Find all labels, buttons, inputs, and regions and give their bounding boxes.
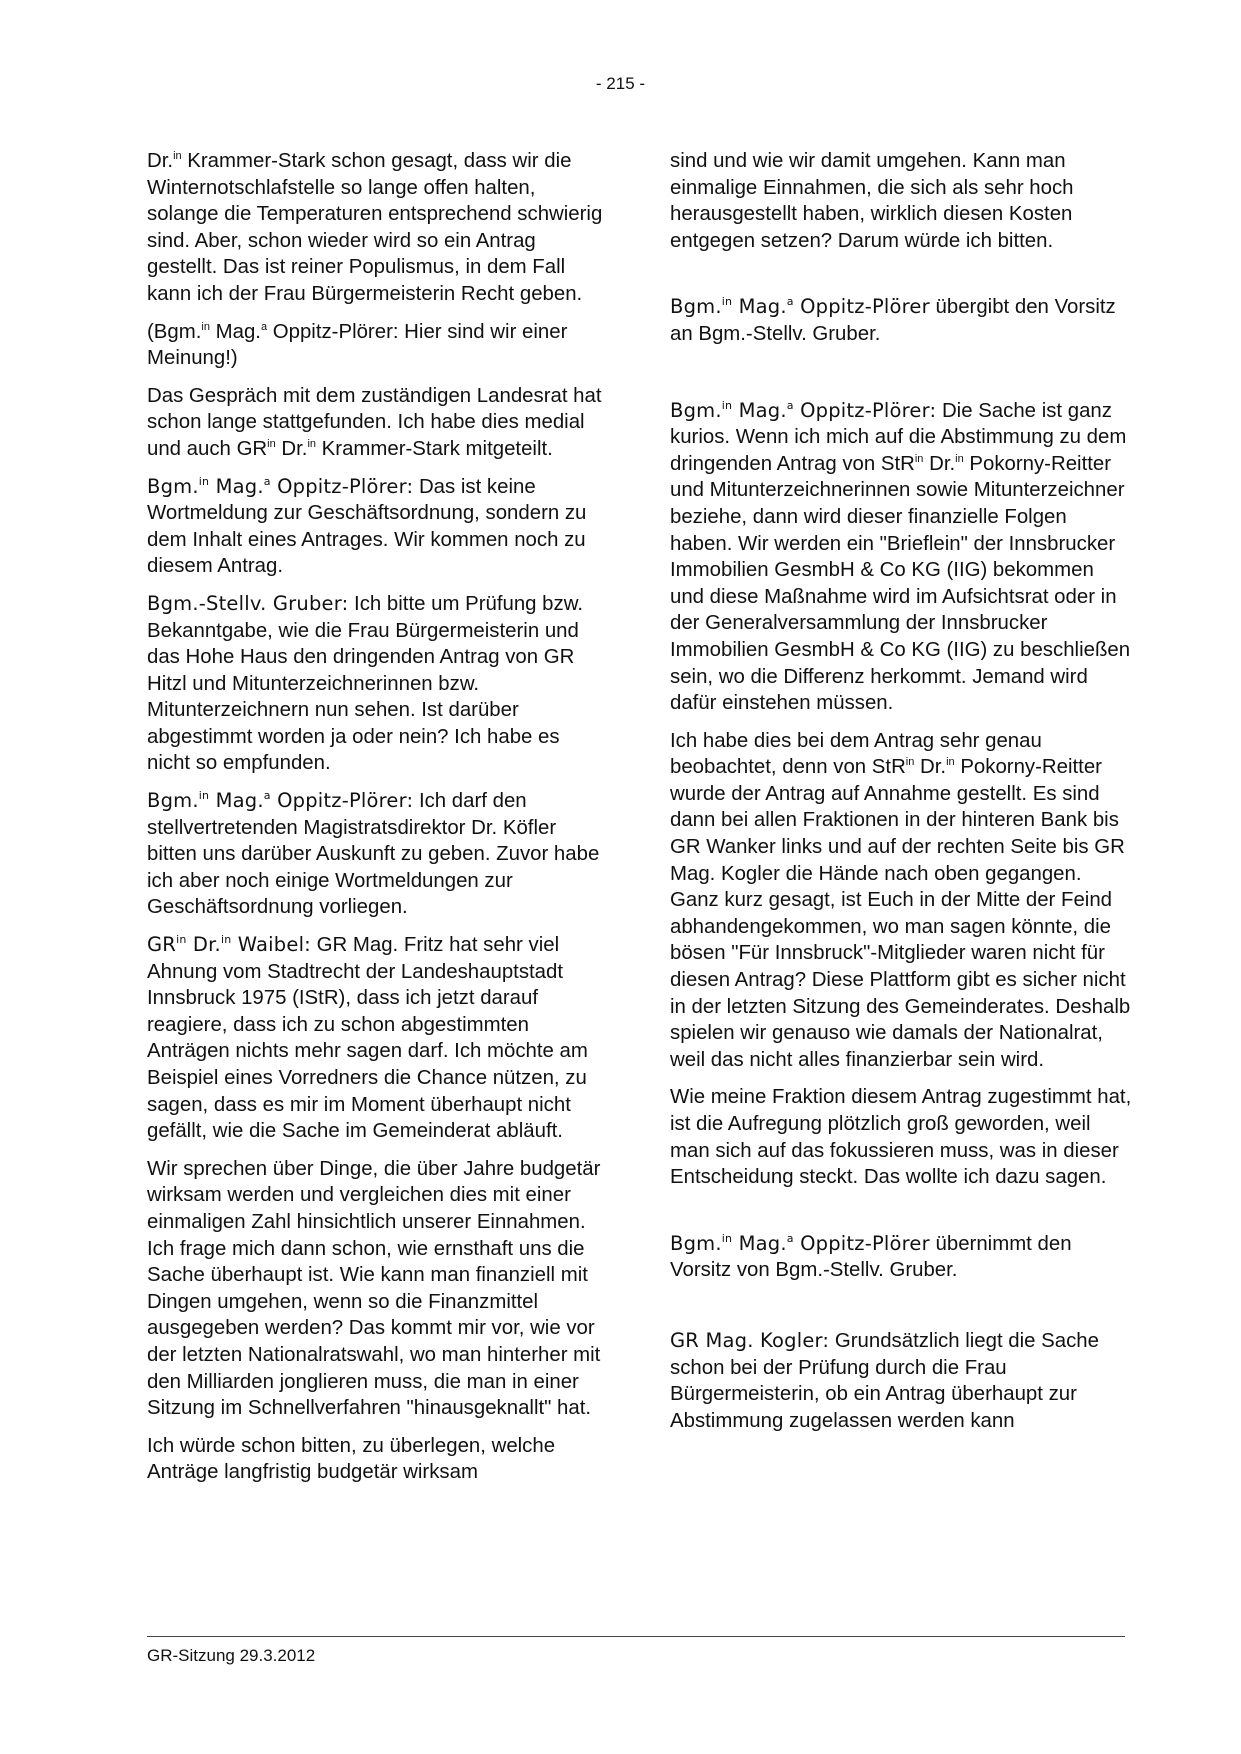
left-column — [147, 148, 607, 1497]
paragraph-l4 — [147, 474, 607, 580]
paragraph-text: übergibt den Vorsitz an Bgm.-Stellv. Gruber. — [670, 296, 1116, 345]
right-column — [670, 148, 1132, 1445]
speaker-name: Bgm.$^{in}$ Mag.$^a$ Oppitz-Plörer: — [670, 398, 937, 422]
paragraph-text: Ich würde schon bitten, zu überlegen, welche Anträge langfristig budgetär wirksam — [147, 1434, 556, 1484]
paragraph-text: Ich bitte um Prüfung bzw. Bekanntgabe, wie die Frau Bürgermeisterin und das Hohe Haus den dringenden Antrag von GR Hitzl und Mitunterzeichnerinnen bzw. Mitunterzeichnern nun sehen. Ist darüber abgestimmt worden ja oder nein? Ich habe es nicht so empfunden. — [147, 592, 583, 775]
paragraph-r1 — [670, 148, 1132, 254]
speaker-name: GR Mag. Kogler: — [670, 1328, 830, 1352]
paragraph-text: Das Gespräch mit dem zuständigen Landesrat hat schon lange stattgefunden. Ich habe dies medial und auch $GR^{in}$ Dr.$^{in}$ Krammer-Stark mitgeteilt. — [147, 384, 602, 460]
speaker-name: Bgm.$^{in}$ Mag.$^a$ Oppitz-Plörer: — [147, 789, 414, 813]
paragraph-r5 — [670, 1084, 1132, 1190]
paragraph-r6 — [670, 1231, 1132, 1284]
paragraph-text: Grundsätzlich liegt die Sache schon bei der Prüfung durch die Frau Bürgermeisterin, ob ein Antrag überhaupt zur Abstimmung zugelassen werden kann — [670, 1329, 1099, 1432]
footer-divider — [147, 1636, 1125, 1637]
paragraph-text: sind und wie wir damit umgehen. Kann man einmalige Einnahmen, die sich als sehr hoch herausgestellt haben, wirklich diesen Kosten entgegen setzen? Darum würde ich bitten. — [670, 150, 1074, 252]
paragraph-text: (Bgm.$^{in}$ Mag.$^a$ Oppitz-Plörer: Hier sind wir einer Meinung!) — [147, 320, 568, 370]
speaker-name: Bgm.$^{in}$ Mag.$^a$ Oppitz-Plörer: — [147, 474, 414, 498]
paragraph-r7 — [670, 1328, 1132, 1434]
footer-session-date: GR-Sitzung 29.3.2012 — [147, 1646, 316, 1665]
paragraph-l5 — [147, 591, 607, 777]
paragraph-text: Dr.$^{in}$ Krammer-Stark schon gesagt, dass wir die Winternotschlafstelle so lange offen halten, solange die Temperaturen entsprechend schwierig sind. Aber, schon wieder wird so ein Antrag gestellt. Das ist reiner Populismus, in dem Fall kann ich der Frau Bürgermeisterin Recht geben. — [147, 150, 603, 305]
paragraph-text: Das ist keine Wortmeldung zur Geschäftsordnung, sondern zu dem Inhalt eines Antrages. Wir kommen noch zu diesem Antrag. — [147, 475, 587, 578]
paragraph-text: Wie meine Fraktion diesem Antrag zugestimmt hat, ist die Aufregung plötzlich groß geworden, weil man sich auf das fokussieren muss, was in dieser Entscheidung steckt. Das wollte ich dazu sagen. — [670, 1086, 1132, 1189]
paragraph-l6 — [147, 788, 607, 921]
paragraph-r3 — [670, 398, 1132, 717]
speaker-name: Bgm.$^{in}$ Mag.$^a$ Oppitz-Plörer — [670, 295, 930, 319]
paragraph-l3 — [147, 383, 607, 463]
paragraph-r4 — [670, 728, 1132, 1074]
paragraph-l2 — [147, 319, 607, 372]
paragraph-text: Wir sprechen über Dinge, die über Jahre budgetär wirksam werden und vergleichen dies mit einer einmaligen Zahl hinsichtlich unserer Einnahmen. Ich frage mich dann schon, wie ernsthaft uns die Sache überhaupt ist. Wie kann man finanziell mit Dingen umgehen, wenn so die Finanzmittel ausgegeben werden? Das kommt mir vor, wie vor der letzten Nationalratswahl, wo man hinterher mit den Milliarden jonglieren muss, die man in einer Sitzung im Schnellverfahren "hinausgeknallt" hat. — [147, 1157, 601, 1420]
paragraph-text: Ich habe dies bei dem Antrag sehr genau beobachtet, denn von StR$^{in}$ Dr.$^{in}$ Pokorny-Reitter wurde der Antrag auf Annahme gestellt. Es sind dann bei allen Fraktionen in der hinteren Bank bis GR Wanker links und auf der rechten Seite bis GR Mag. Kogler die Hände nach oben gegangen. Ganz kurz gesagt, ist Euch in der Mitte der Feind abhandengekommen, wo man sagen könnte, die bösen "Für Innsbruck"-Mitglieder waren nicht für diesen Antrag? Diese Plattform gibt es sicher nicht in der letzten Sitzung des Gemeinderates. Deshalb spielen wir genauso wie damals der Nationalrat, weil das nicht alles finanzierbar sein wird. — [670, 729, 1131, 1071]
paragraph-l9 — [147, 1433, 607, 1486]
paragraph-l8 — [147, 1156, 607, 1422]
paragraph-l7 — [147, 932, 607, 1145]
paragraph-r2 — [670, 294, 1132, 347]
speaker-name: $GR^{in}$ Dr.$^{in}$ Waibel: — [147, 933, 311, 957]
paragraph-text: GR Mag. Fritz hat sehr viel Ahnung vom Stadtrecht der Landeshauptstadt Innsbruck 1975 (IStR), dass ich jetzt darauf reagiere, dass ich zu schon abgestimmten Anträgen nichts mehr sagen darf. Ich möchte am Beispiel eines Vorredners die Chance nützen, zu sagen, dass es mir im Moment überhaupt nicht gefällt, wie die Sache im Gemeinderat abläuft. — [147, 934, 588, 1143]
paragraph-text: Die Sache ist ganz kurios. Wenn ich mich auf die Abstimmung zu dem dringenden Antrag von StR$^{in}$ Dr.$^{in}$ Pokorny-Reitter und Mitunterzeichnerinnen sowie Mitunterzeichner beziehe, dann wird dieser finanzielle Folgen haben. Wir werden ein "Brieflein" der Innsbrucker Immobilien GesmbH & Co KG (IIG) bekommen und diese Maßnahme wird im Aufsichtsrat oder in der Generalversammlung der Innsbrucker Immobilien GesmbH & Co KG (IIG) zu beschließen sein, wo die Differenz herkommt. Jemand wird dafür einstehen müssen. — [670, 399, 1131, 715]
speaker-name: Bgm.-Stellv. Gruber: — [147, 591, 349, 615]
paragraph-text: Ich darf den stellvertretenden Magistratsdirektor Dr. Köfler bitten uns darüber Auskunft zu geben. Zuvor habe ich aber noch einige Wortmeldungen zur Geschäftsordnung vorliegen. — [147, 790, 600, 919]
paragraph-l1 — [147, 148, 607, 308]
paragraph-text: übernimmt den Vorsitz von Bgm.-Stellv. Gruber. — [670, 1232, 1072, 1282]
speaker-name: Bgm.$^{in}$ Mag.$^a$ Oppitz-Plörer — [670, 1231, 930, 1255]
page-number: - 215 - — [595, 74, 646, 93]
